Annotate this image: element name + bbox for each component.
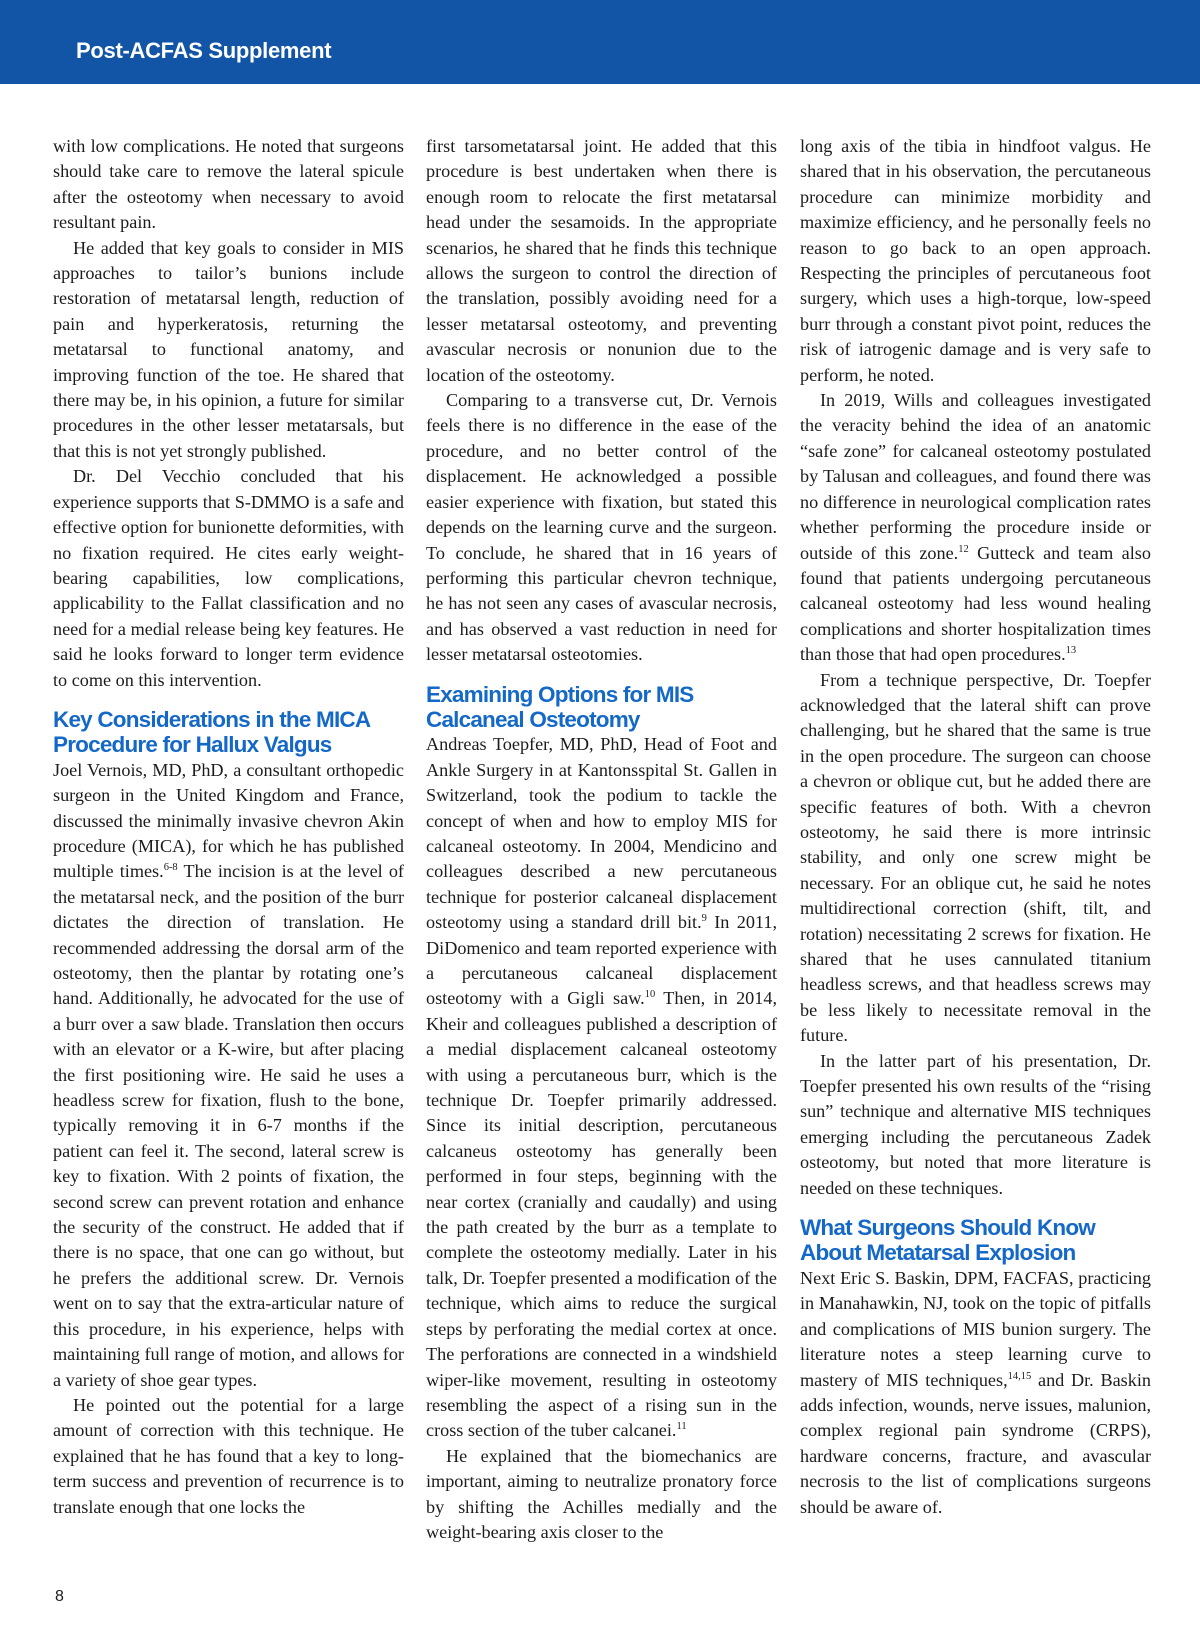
text-run: Next Eric S. Baskin, DPM, FACFAS, practicing in Manahawkin, NJ, took on the topic of pitfalls and complications of MIS bunion surgery. The literature notes a steep learning curve to mastery of MIS techniques, bbox=[800, 1267, 1151, 1390]
paragraph: He explained that the biomechanics are important, aiming to neutralize pronatory force by shifting the Achilles medially and the weight-bearing axis closer to the bbox=[426, 1445, 777, 1542]
text-run: Andreas Toepfer, MD, PhD, Head of Foot and Ankle Surgery in at Kantonsspital St. Gallen in Switzerland, took the podium to tackle the concept of when and how to employ MIS for calcaneal osteotomy. In 2004, Mendicino and colleagues described a new percutaneous technique for posterior calcaneal displacement osteotomy using a standard drill bit. bbox=[426, 734, 777, 933]
page-number: 8 bbox=[55, 1588, 64, 1605]
reference-superscript: 14,15 bbox=[1007, 1370, 1032, 1382]
paragraph bbox=[426, 732, 777, 1443]
reference-superscript: 9 bbox=[701, 913, 707, 925]
reference-superscript: 10 bbox=[644, 989, 656, 1001]
text-run: Gutteck and team also found that patients undergoing percutaneous calcaneal osteotomy had less wound healing complications and shorter hospitalization times than those that had open procedures. bbox=[800, 542, 1151, 665]
paragraph bbox=[800, 1266, 1151, 1520]
supplement-title: Post-ACFAS Supplement bbox=[76, 38, 332, 63]
paragraph: From a technique perspective, Dr. Toepfer acknowledged that the lateral shift can prove challenging, but he shared that the same is true in the open procedure. The surgeon can choose a chevron or oblique cut, but he added there are specific features of both. With a chevron osteotomy, he said there is more intrinsic stability, and only one screw might be necessary. For an oblique cut, he said he notes multidirectional correction (shift, tilt, and rotation) necessitating 2 screws for fixation. He shared that he uses cannulated titanium headless screws, and that headless screws may be less likely to necessitate removal in the future. bbox=[800, 669, 1151, 1046]
paragraph: Dr. Del Vecchio concluded that his experience supports that S-DMMO is a safe and effective option for bunionette deformities, with no fixation required. He cites early weight-bearing capabilities, low complications, applicability to the Fallat classification and no need for a medial release being key features. He said he looks forward to longer term evidence to come on this intervention. bbox=[53, 466, 404, 690]
article-column-2 bbox=[426, 134, 777, 1545]
text-run: Then, in 2014, Kheir and colleagues published a description of a medial displacement calcaneal osteotomy with using a percutaneous burr, which is the technique Dr. Toepfer primarily addressed. Since its initial description, percutaneous calcaneus osteotomy has generally been performed in four steps, beginning with the near cortex (cranially and caudally) and using the path created by the burr as a template to complete the osteotomy medially. Later in his talk, Dr. Toepfer presented a modification of the technique, which aims to reduce the surgical steps by perforating the medial cortex at once. The perforations are connected in a windshield wiper-like movement, resulting in osteotomy resembling the aspect of a rising sun in the cross section of the tuber calcanei. bbox=[426, 988, 777, 1441]
article-column-1 bbox=[53, 134, 404, 1520]
text-run: The incision is at the level of the metatarsal neck, and the position of the burr dictates the direction of translation. He recommended addressing the dorsal arm of the osteotomy, then the plantar by rotating one’s hand. Additionally, he advocated for the use of a burr over a saw blade. Translation then occurs with an elevator or a K-wire, but after placing the first positioning wire. He said he uses a headless screw for fixation, flush to the bone, typically removing it in 6-7 months if the patient can feel it. The second, lateral screw is key to fixation. With 2 points of fixation, the second screw can prevent rotation and enhance the security of the construct. He added that if there is no space, that one can go without, but he prefers the additional screw. Dr. Vernois went on to say that the extra-articular nature of this procedure, in his experience, helps with maintaining full range of motion, and allows for a variety of shoe gear types. bbox=[53, 861, 404, 1390]
paragraph: He pointed out the potential for a large amount of correction with this technique. He explained that he has found that a key to long-term success and prevention of recurrence is to translate enough that one locks the bbox=[53, 1394, 404, 1517]
reference-superscript: 12 bbox=[958, 543, 969, 555]
paragraph bbox=[53, 758, 404, 1393]
section-heading-metatarsal-explosion: What Surgeons Should Know About Metatarsal Explosion bbox=[800, 1215, 1095, 1266]
section-heading-calcaneal: Examining Options for MIS Calcaneal Osteotomy bbox=[426, 681, 694, 732]
reference-superscript: 6-8 bbox=[163, 862, 178, 874]
paragraph bbox=[800, 388, 1151, 667]
header-banner bbox=[0, 0, 1200, 84]
paragraph: In the latter part of his presentation, Dr. Toepfer presented his own results of the “rising sun” technique and alternative MIS techniques emerging including the percutaneous Zadek osteotomy, but noted that more literature is needed on these techniques. bbox=[800, 1050, 1151, 1198]
paragraph: Comparing to a transverse cut, Dr. Vernois feels there is no difference in the ease of the procedure, and no better control of the displacement. He acknowledged a possible easier experience with fixation, but stated this depends on the learning curve and the surgeon. To conclude, he shared that in 16 years of performing this particular chevron technique, he has not seen any cases of avascular necrosis, and has observed a vast reduction in need for lesser metatarsal osteotomies. bbox=[426, 390, 777, 665]
text-run: In 2019, Wills and colleagues investigated the veracity behind the idea of an anatomic “safe zone” for calcaneal osteotomy postulated by Talusan and colleagues, and found there was no difference in neurological complication rates whether performing the procedure inside or outside of this zone. bbox=[800, 390, 1151, 563]
paragraph: He added that key goals to consider in MIS approaches to tailor’s bunions include restoration of metatarsal length, reduction of pain and hyperkeratosis, returning the metatarsal to functional anatomy, and improving function of the toe. He shared that there may be, in his opinion, a future for similar procedures in the other lesser metatarsals, but that this is not yet strongly published. bbox=[53, 237, 404, 461]
text-run: and Dr. Baskin adds infection, wounds, nerve issues, malunion, complex regional pain syndrome (CRPS), hardware concerns, fracture, and avascular necrosis to the list of complications surgeons should be aware of. bbox=[800, 1369, 1151, 1517]
text-run: Joel Vernois, MD, PhD, a consultant orthopedic surgeon in the United Kingdom and France, discussed the minimally invasive chevron Akin procedure (MICA), for which he has published multiple times. bbox=[53, 759, 404, 882]
article-column-3 bbox=[800, 134, 1151, 1520]
reference-superscript: 13 bbox=[1065, 645, 1077, 657]
paragraph: long axis of the tibia in hindfoot valgus. He shared that in his observation, the percutaneous procedure can minimize morbidity and maximize efficiency, and he personally feels no reason to go back to an open approach. Respecting the principles of percutaneous foot surgery, which uses a high-torque, low-speed burr through a constant pivot point, reduces the risk of iatrogenic damage and is very safe to perform, he noted. bbox=[800, 136, 1151, 385]
paragraph: first tarsometatarsal joint. He added that this procedure is best undertaken when there is enough room to relocate the first metatarsal head under the sesamoids. In the appropriate scenarios, he shared that he finds this technique allows the surgeon to control the direction of the translation, possibly avoiding need for a lesser metatarsal osteotomy, and preventing avascular necrosis or nonunion due to the location of the osteotomy. bbox=[426, 136, 777, 385]
reference-superscript: 11 bbox=[676, 1421, 687, 1433]
paragraph: with low complications. He noted that surgeons should take care to remove the lateral spicule after the osteotomy when necessary to avoid resultant pain. bbox=[53, 136, 404, 233]
text-run: In 2011, DiDomenico and team reported experience with a percutaneous calcaneal displacement osteotomy with a Gigli saw. bbox=[426, 912, 777, 1009]
section-heading-mica: Key Considerations in the MICA Procedure for Hallux Valgus bbox=[53, 706, 370, 758]
